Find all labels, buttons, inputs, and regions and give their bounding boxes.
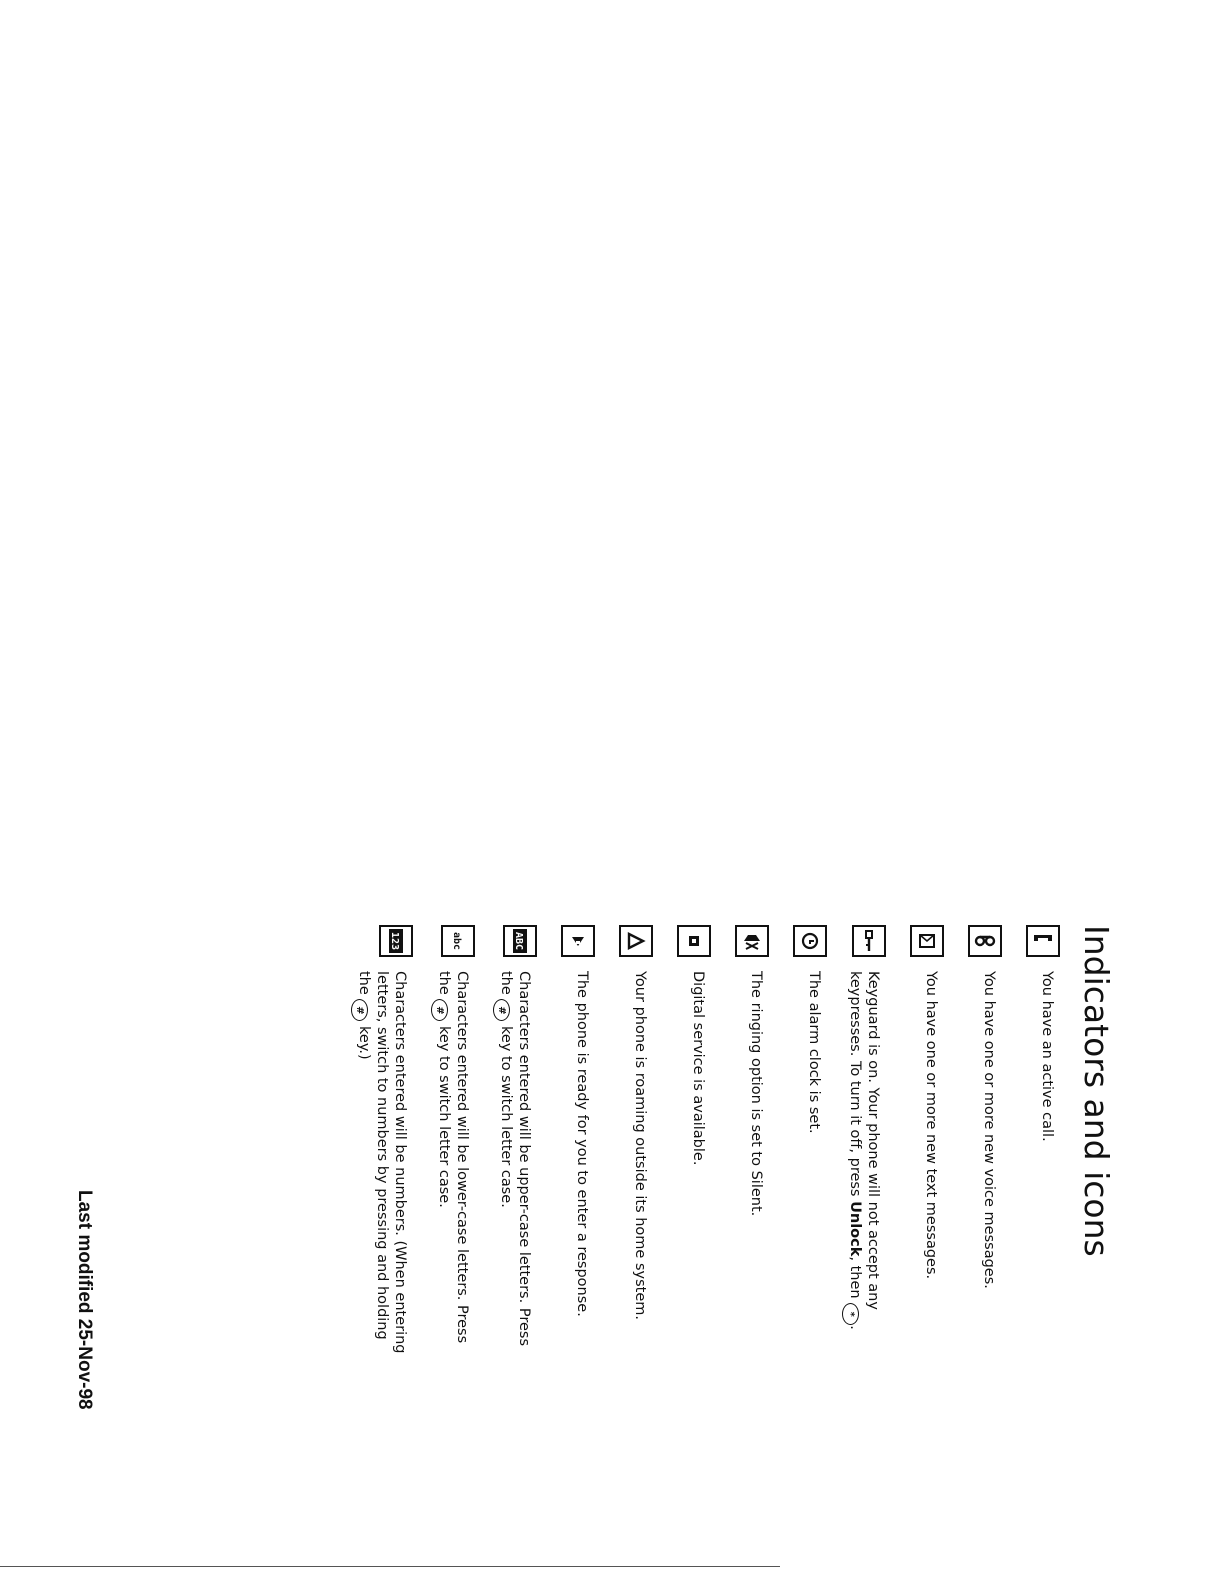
indicator-description: The phone is ready for you to enter a response. [574,971,590,1317]
indicator-row [828,925,887,1365]
indicator-description: You have one or more new voice messages. [981,971,997,1289]
indicator-row [476,925,538,1365]
keyguard-icon [852,925,886,957]
silent-icon [735,925,769,957]
voice-message-icon [968,925,1002,957]
indicator-row [596,925,654,1365]
indicator-row [712,925,770,1365]
indicator-description: You have one or more new text messages. [923,971,939,1280]
numbers-icon [379,925,413,957]
response-icon [561,925,595,957]
svg-text:abc: abc [451,931,462,951]
text-message-icon [910,925,944,957]
indicator-description: You have an active call. [1039,971,1055,1142]
indicator-row [770,925,828,1365]
indicator-row [654,925,712,1365]
hash-key-icon: # [351,999,368,1021]
last-modified-footer: Last modified 25-Nov-98 [74,1190,95,1410]
hash-key-icon: # [431,999,448,1021]
active-call-icon [1026,925,1060,957]
svg-text:ABC: ABC [513,931,524,951]
indicator-description: Characters entered will be numbers. (When entering letters, switch to numbers by pressing and holding the # key.) [351,971,414,1365]
indicators-section [356,925,1115,1365]
hash-key-icon: # [493,999,510,1021]
lowercase-icon [441,925,475,957]
indicator-row [945,925,1003,1365]
indicator-row [887,925,945,1365]
section-title: Indicators and icons [1077,925,1116,1257]
indicator-row [1003,925,1061,1365]
indicator-description: The ringing option is set to Silent. [748,971,764,1217]
indicator-description: The alarm clock is set. [806,971,822,1134]
indicator-row [538,925,596,1365]
svg-text:123: 123 [389,931,400,951]
indicator-description: Digital service is available. [690,971,706,1166]
star-key-icon: * [842,1303,859,1325]
unlock-label: Unlock [847,1201,863,1257]
indicator-row [356,925,414,1365]
digital-service-icon [677,925,711,957]
indicator-description: Characters entered will be lower-case letters. Press the # key to switch letter case. [431,971,476,1365]
indicator-description: Characters entered will be upper-case letters. Press the # key to switch letter case. [493,971,538,1365]
indicator-row [414,925,476,1365]
indicator-description: Keyguard is on. Your phone will not accept any keypresses. To turn it off, press Unlock, then *. [842,971,887,1365]
indicator-description: Your phone is roaming outside its home system. [632,971,648,1320]
roaming-icon [619,925,653,957]
alarm-clock-icon [793,925,827,957]
page-divider [0,1566,780,1567]
uppercase-icon [503,925,537,957]
